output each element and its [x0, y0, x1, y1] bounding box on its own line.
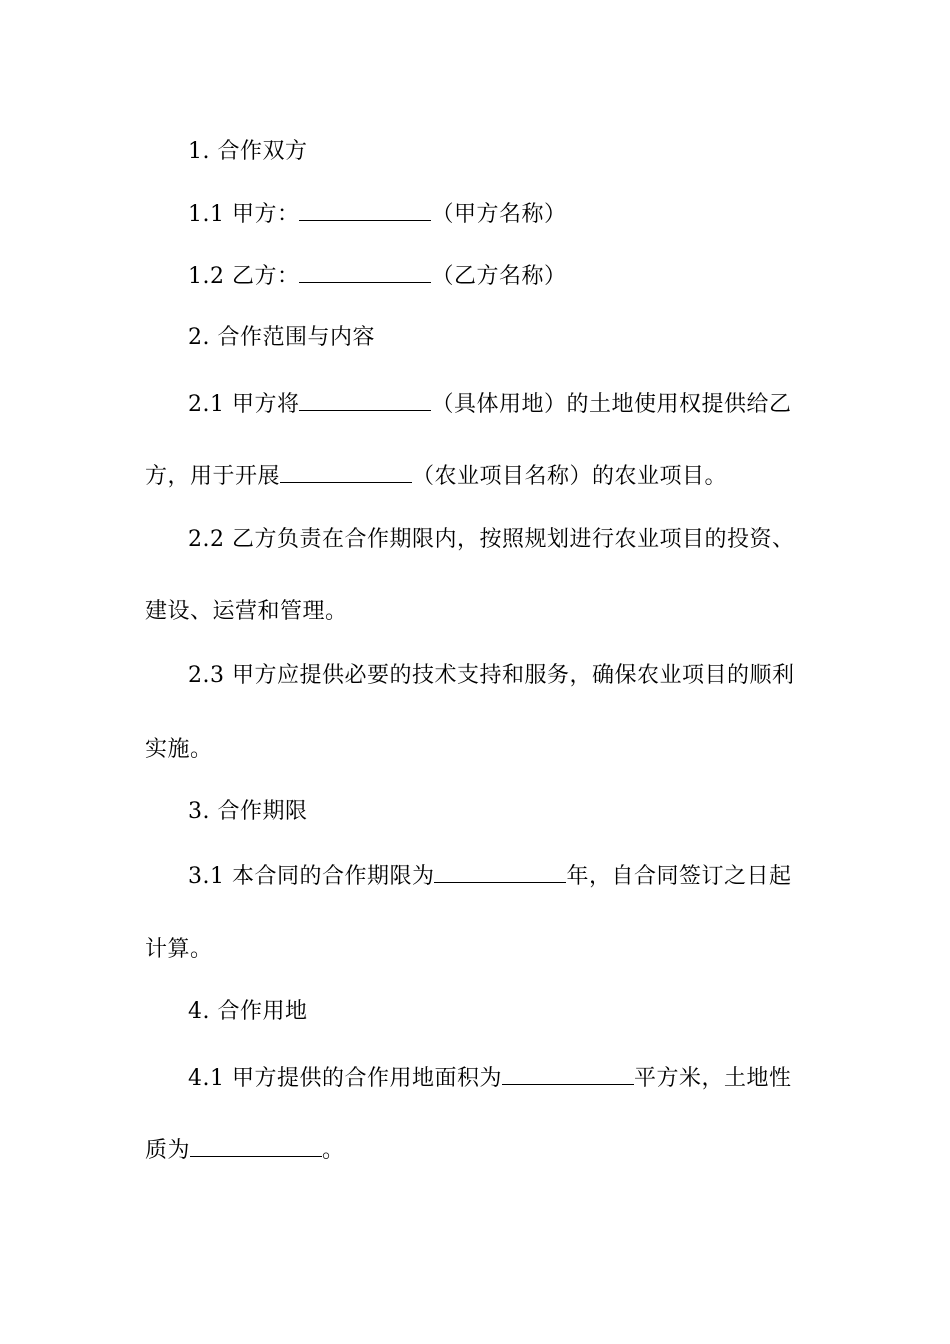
clause-4-1: [188, 1066, 792, 1091]
line-text: 建设、运营和管理。: [145, 599, 348, 624]
fill-blank: [190, 1138, 322, 1157]
line-text-pre: 1.1 甲方：: [188, 202, 300, 227]
line-text-pre: 方，用于开展: [145, 464, 281, 489]
line-text: 1. 合作双方: [188, 139, 308, 164]
fill-blank: [299, 264, 431, 283]
line-text-pre: 3.1 本合同的合作期限为: [188, 864, 435, 889]
fill-blank: [434, 864, 566, 883]
line-text-post: （乙方名称）: [431, 264, 567, 289]
clause-2-1-continued: [145, 464, 727, 489]
line-text-post: （具体用地）的土地使用权提供给乙: [431, 392, 792, 417]
line-text: 3. 合作期限: [188, 799, 308, 824]
section-heading-parties: [188, 140, 307, 164]
clause-2-3: [188, 664, 794, 688]
clause-1-1: [188, 202, 567, 227]
section-heading-term: [188, 800, 307, 824]
line-text-post: （甲方名称）: [431, 202, 567, 227]
fill-blank: [299, 202, 431, 221]
clause-3-1: [188, 864, 792, 889]
line-text-post: 年，自合同签订之日起: [566, 864, 792, 889]
section-heading-land: [188, 1000, 307, 1024]
clause-1-2: [188, 264, 567, 289]
line-text: 计算。: [145, 937, 213, 962]
clause-2-3-continued: [145, 738, 213, 762]
line-text-pre: 2.1 甲方将: [188, 392, 300, 417]
line-text: 4. 合作用地: [188, 999, 308, 1024]
fill-blank: [280, 464, 412, 483]
fill-blank: [299, 392, 431, 411]
line-text-pre: 4.1 甲方提供的合作用地面积为: [188, 1066, 502, 1091]
line-text-pre: 质为: [145, 1138, 191, 1163]
line-text: 2.3 甲方应提供必要的技术支持和服务，确保农业项目的顺利: [188, 663, 795, 688]
clause-2-2-continued: [145, 600, 348, 624]
line-text-post: （农业项目名称）的农业项目。: [412, 464, 728, 489]
fill-blank: [502, 1066, 634, 1085]
line-text: 2. 合作范围与内容: [188, 325, 375, 350]
clause-4-1-continued: [145, 1138, 345, 1163]
line-text-pre: 1.2 乙方：: [188, 264, 300, 289]
line-text-post: 平方米，土地性: [633, 1066, 792, 1091]
clause-2-2: [188, 528, 794, 552]
line-text: 实施。: [145, 737, 213, 762]
clause-2-1: [188, 392, 792, 417]
line-text-post: 。: [322, 1138, 345, 1163]
clause-3-1-continued: [145, 938, 213, 962]
section-heading-scope: [188, 326, 375, 350]
line-text: 2.2 乙方负责在合作期限内，按照规划进行农业项目的投资、: [188, 527, 795, 552]
